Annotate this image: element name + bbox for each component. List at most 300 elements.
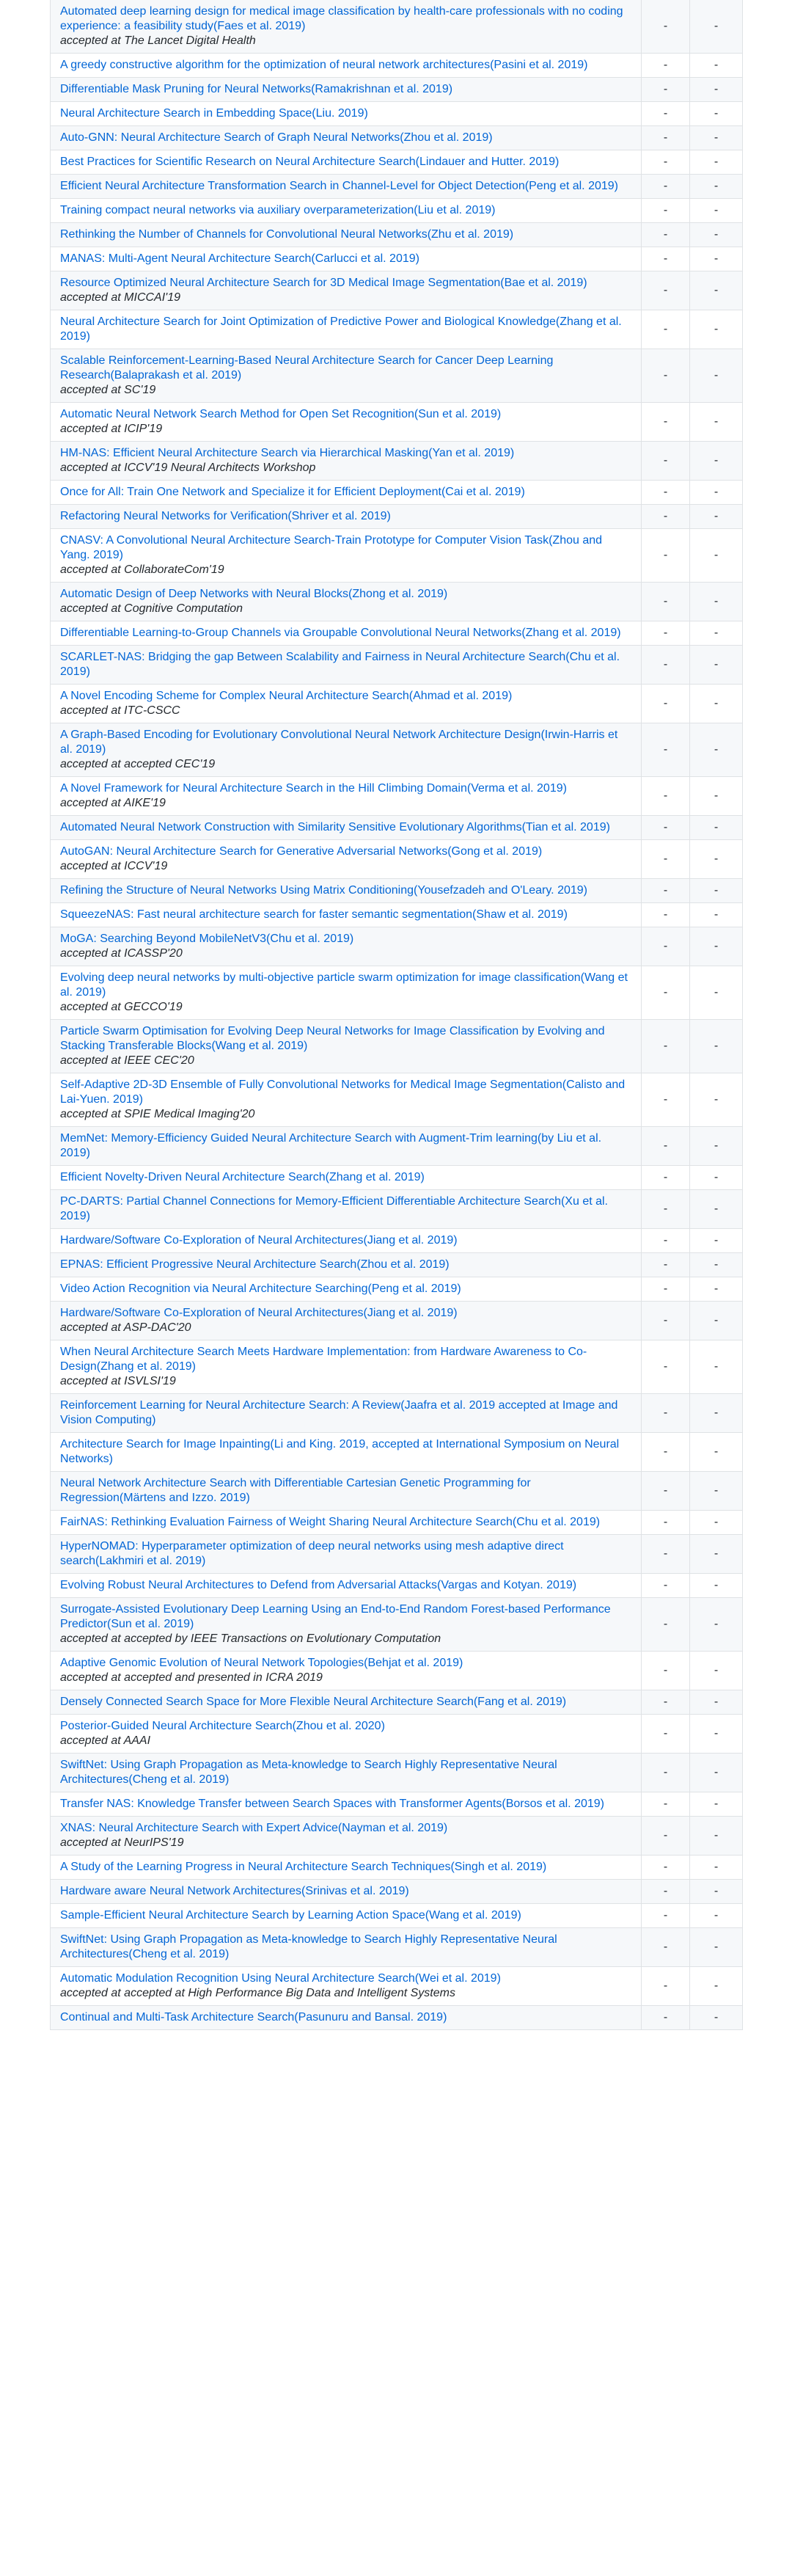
paper-col2-cell: - bbox=[642, 621, 690, 646]
paper-col3-cell: - bbox=[690, 223, 743, 247]
paper-title-cell bbox=[51, 529, 642, 583]
table-row bbox=[51, 1928, 743, 1967]
paper-title-link[interactable]: Refining the Structure of Neural Networks Using Matrix Conditioning(Yousefzadeh and O'Leary. 2019) bbox=[60, 884, 587, 897]
paper-col3-cell: - bbox=[690, 1166, 743, 1190]
paper-col2-cell: - bbox=[642, 927, 690, 966]
paper-title-cell bbox=[51, 879, 642, 903]
paper-title-cell bbox=[51, 1253, 642, 1277]
paper-col2-cell: - bbox=[642, 1277, 690, 1302]
table-row bbox=[51, 1511, 743, 1535]
paper-title-cell bbox=[51, 903, 642, 927]
paper-col2-cell: - bbox=[642, 1967, 690, 2006]
paper-title-cell bbox=[51, 481, 642, 505]
paper-col3-cell: - bbox=[690, 1020, 743, 1073]
table-row bbox=[51, 529, 743, 583]
paper-col3-cell: - bbox=[690, 1792, 743, 1817]
table-row bbox=[51, 1253, 743, 1277]
table-row bbox=[51, 223, 743, 247]
paper-col3-cell: - bbox=[690, 1127, 743, 1166]
table-row bbox=[51, 1433, 743, 1472]
paper-title-link[interactable]: Automatic Design of Deep Networks with Neural Blocks(Zhong et al. 2019) bbox=[60, 588, 448, 600]
table-row bbox=[51, 1856, 743, 1880]
paper-col3-cell: - bbox=[690, 646, 743, 685]
paper-venue-note: accepted at AAAI bbox=[60, 1734, 151, 1747]
paper-title-cell bbox=[51, 1073, 642, 1127]
paper-title-link[interactable]: Self-Adaptive 2D-3D Ensemble of Fully Convolutional Networks for Medical Image Segmentation(Calisto and Lai-Yuen. 2019) bbox=[60, 1079, 626, 1106]
paper-title-link[interactable]: Training compact neural networks via auxiliary overparameterization(Liu et al. 2019) bbox=[60, 204, 496, 216]
table-row bbox=[51, 1792, 743, 1817]
paper-title-link[interactable]: Posterior-Guided Neural Architecture Search(Zhou et al. 2020) bbox=[60, 1720, 385, 1732]
paper-col2-cell: - bbox=[642, 1880, 690, 1904]
paper-title-cell bbox=[51, 505, 642, 529]
paper-venue-note: accepted at ISVLSI'19 bbox=[60, 1375, 176, 1387]
table-row bbox=[51, 1394, 743, 1433]
table-row bbox=[51, 247, 743, 271]
paper-col3-cell: - bbox=[690, 1190, 743, 1229]
paper-venue-note: accepted at accepted at High Performance Big Data and Intelligent Systems bbox=[60, 1987, 455, 1999]
paper-col3-cell: - bbox=[690, 1073, 743, 1127]
paper-venue-note: accepted at SC'19 bbox=[60, 384, 156, 396]
paper-col3-cell: - bbox=[690, 1856, 743, 1880]
table-row bbox=[51, 481, 743, 505]
paper-title-cell bbox=[51, 1340, 642, 1394]
paper-title-link[interactable]: Resource Optimized Neural Architecture Search for 3D Medical Image Segmentation(Bae et al. 2019) bbox=[60, 277, 587, 289]
paper-title-cell bbox=[51, 1690, 642, 1715]
paper-col3-cell: - bbox=[690, 1472, 743, 1511]
table-row bbox=[51, 150, 743, 175]
paper-title-cell bbox=[51, 1511, 642, 1535]
paper-title-link[interactable]: Reinforcement Learning for Neural Architecture Search: A Review(Jaafra et al. 2019 accepted at Image and Vision Computing) bbox=[60, 1399, 618, 1426]
table-row bbox=[51, 310, 743, 349]
paper-title-link[interactable]: Auto-GNN: Neural Architecture Search of Graph Neural Networks(Zhou et al. 2019) bbox=[60, 131, 493, 144]
paper-title-link[interactable]: A Novel Encoding Scheme for Complex Neural Architecture Search(Ahmad et al. 2019) bbox=[60, 690, 513, 702]
paper-col2-cell: - bbox=[642, 78, 690, 102]
paper-title-cell bbox=[51, 1302, 642, 1340]
paper-col2-cell: - bbox=[642, 1472, 690, 1511]
paper-venue-note: accepted at ICASSP'20 bbox=[60, 947, 183, 960]
paper-title-cell bbox=[51, 621, 642, 646]
paper-col3-cell: - bbox=[690, 1690, 743, 1715]
paper-col2-cell: - bbox=[642, 175, 690, 199]
paper-col3-cell: - bbox=[690, 505, 743, 529]
paper-col3-cell: - bbox=[690, 777, 743, 816]
paper-title-cell bbox=[51, 1715, 642, 1754]
paper-col2-cell: - bbox=[642, 310, 690, 349]
table-row bbox=[51, 1715, 743, 1754]
paper-title-cell bbox=[51, 0, 642, 54]
table-row bbox=[51, 0, 743, 54]
paper-title-link[interactable]: Once for All: Train One Network and Specialize it for Efficient Deployment(Cai et al. 2019) bbox=[60, 486, 525, 498]
paper-col3-cell: - bbox=[690, 529, 743, 583]
paper-title-link[interactable]: PC-DARTS: Partial Channel Connections for Memory-Efficient Differentiable Architecture Search(Xu et al. 2019) bbox=[60, 1195, 608, 1222]
table-row bbox=[51, 102, 743, 126]
table-row bbox=[51, 126, 743, 150]
paper-col2-cell: - bbox=[642, 1574, 690, 1598]
paper-title-link[interactable]: A Novel Framework for Neural Architecture Search in the Hill Climbing Domain(Verma et al. 2019) bbox=[60, 782, 567, 795]
paper-venue-note: accepted at NeurIPS'19 bbox=[60, 1836, 184, 1849]
paper-col2-cell: - bbox=[642, 1792, 690, 1817]
paper-col3-cell: - bbox=[690, 102, 743, 126]
paper-col3-cell: - bbox=[690, 1394, 743, 1433]
paper-title-cell bbox=[51, 1229, 642, 1253]
table-row bbox=[51, 2006, 743, 2030]
paper-col2-cell: - bbox=[642, 816, 690, 840]
paper-title-cell bbox=[51, 310, 642, 349]
paper-col2-cell: - bbox=[642, 1253, 690, 1277]
paper-title-link[interactable]: Transfer NAS: Knowledge Transfer between Search Spaces with Transformer Agents(Borsos et al. 2019) bbox=[60, 1798, 604, 1810]
paper-title-cell bbox=[51, 723, 642, 777]
paper-venue-note: accepted at The Lancet Digital Health bbox=[60, 34, 256, 47]
paper-title-cell bbox=[51, 442, 642, 481]
paper-venue-note: accepted at CollaborateCom'19 bbox=[60, 563, 224, 576]
paper-col3-cell: - bbox=[690, 150, 743, 175]
paper-col2-cell: - bbox=[642, 1511, 690, 1535]
paper-title-link[interactable]: Differentiable Mask Pruning for Neural Networks(Ramakrishnan et al. 2019) bbox=[60, 83, 453, 95]
table-row bbox=[51, 816, 743, 840]
paper-title-cell bbox=[51, 223, 642, 247]
table-row bbox=[51, 1574, 743, 1598]
paper-title-cell bbox=[51, 685, 642, 723]
paper-title-cell bbox=[51, 840, 642, 879]
paper-title-cell bbox=[51, 1190, 642, 1229]
paper-title-cell bbox=[51, 1967, 642, 2006]
paper-col3-cell: - bbox=[690, 403, 743, 442]
paper-col3-cell: - bbox=[690, 1880, 743, 1904]
paper-title-link[interactable]: Differentiable Learning-to-Group Channels via Groupable Convolutional Neural Networks(Zhang et al. 2019) bbox=[60, 627, 621, 639]
paper-venue-note: accepted at accepted by IEEE Transactions on Evolutionary Computation bbox=[60, 1632, 441, 1645]
paper-col3-cell: - bbox=[690, 927, 743, 966]
paper-col3-cell: - bbox=[690, 840, 743, 879]
paper-col3-cell: - bbox=[690, 199, 743, 223]
paper-col3-cell: - bbox=[690, 126, 743, 150]
paper-col2-cell: - bbox=[642, 583, 690, 621]
paper-title-link[interactable]: Hardware aware Neural Network Architectures(Srinivas et al. 2019) bbox=[60, 1885, 409, 1897]
table-row bbox=[51, 621, 743, 646]
paper-col3-cell: - bbox=[690, 1229, 743, 1253]
table-row bbox=[51, 723, 743, 777]
paper-title-link[interactable]: SwiftNet: Using Graph Propagation as Meta-knowledge to Search Highly Representative Neural Architectures(Cheng et al. 2019) bbox=[60, 1759, 557, 1786]
paper-title-link[interactable]: Automatic Modulation Recognition Using Neural Architecture Search(Wei et al. 2019) bbox=[60, 1972, 501, 1985]
table-row bbox=[51, 78, 743, 102]
paper-title-cell bbox=[51, 1472, 642, 1511]
table-row bbox=[51, 1652, 743, 1690]
paper-col3-cell: - bbox=[690, 78, 743, 102]
paper-col3-cell: - bbox=[690, 1754, 743, 1792]
paper-title-link[interactable]: Video Action Recognition via Neural Architecture Searching(Peng et al. 2019) bbox=[60, 1282, 461, 1295]
paper-title-cell bbox=[51, 1166, 642, 1190]
paper-venue-note: accepted at GECCO'19 bbox=[60, 1001, 183, 1013]
table-row bbox=[51, 583, 743, 621]
paper-title-cell bbox=[51, 78, 642, 102]
paper-venue-note: accepted at ICCV'19 bbox=[60, 860, 168, 872]
paper-col2-cell: - bbox=[642, 2006, 690, 2030]
paper-col2-cell: - bbox=[642, 403, 690, 442]
paper-venue-note: accepted at ITC-CSCC bbox=[60, 704, 180, 717]
paper-venue-note: accepted at Cognitive Computation bbox=[60, 602, 243, 615]
paper-title-link[interactable]: Surrogate-Assisted Evolutionary Deep Learning Using an End-to-End Random Forest-based Performance Predictor(Sun et al. 2019) bbox=[60, 1603, 611, 1630]
paper-col2-cell: - bbox=[642, 879, 690, 903]
table-row bbox=[51, 1302, 743, 1340]
paper-col3-cell: - bbox=[690, 2006, 743, 2030]
paper-title-link[interactable]: CNASV: A Convolutional Neural Architecture Search-Train Prototype for Computer Vision Task(Zhou and Yang. 2019) bbox=[60, 534, 603, 561]
paper-title-link[interactable]: AutoGAN: Neural Architecture Search for Generative Adversarial Networks(Gong et al. 2019) bbox=[60, 845, 543, 858]
paper-venue-note: accepted at MICCAI'19 bbox=[60, 291, 181, 304]
paper-title-cell bbox=[51, 583, 642, 621]
paper-title-link[interactable]: HyperNOMAD: Hyperparameter optimization of deep neural networks using mesh adaptive direct search(Lakhmiri et al. 2019) bbox=[60, 1540, 564, 1567]
table-row bbox=[51, 1277, 743, 1302]
paper-title-cell bbox=[51, 1598, 642, 1652]
paper-col2-cell: - bbox=[642, 840, 690, 879]
paper-title-cell bbox=[51, 349, 642, 403]
paper-col3-cell: - bbox=[690, 54, 743, 78]
paper-title-link[interactable]: Evolving deep neural networks by multi-objective particle swarm optimization for image classification(Wang et al. 2019) bbox=[60, 971, 628, 999]
paper-title-cell bbox=[51, 1020, 642, 1073]
paper-col2-cell: - bbox=[642, 1754, 690, 1792]
paper-col2-cell: - bbox=[642, 1433, 690, 1472]
paper-col3-cell: - bbox=[690, 247, 743, 271]
table-row bbox=[51, 442, 743, 481]
paper-title-link[interactable]: Scalable Reinforcement-Learning-Based Neural Architecture Search for Cancer Deep Learning Research(Balaprakash et al. 2019) bbox=[60, 354, 554, 382]
papers-table bbox=[50, 0, 743, 2030]
paper-title-link[interactable]: Efficient Novelty-Driven Neural Architecture Search(Zhang et al. 2019) bbox=[60, 1171, 425, 1183]
paper-title-link[interactable]: When Neural Architecture Search Meets Hardware Implementation: from Hardware Awareness to Co-Design(Zhang et al. 2019) bbox=[60, 1346, 587, 1373]
paper-col3-cell: - bbox=[690, 583, 743, 621]
paper-col2-cell: - bbox=[642, 1073, 690, 1127]
paper-venue-note: accepted at ASP-DAC'20 bbox=[60, 1321, 191, 1334]
paper-col3-cell: - bbox=[690, 0, 743, 54]
table-row bbox=[51, 175, 743, 199]
paper-title-link[interactable]: Particle Swarm Optimisation for Evolving Deep Neural Networks for Image Classification by Evolving and Stacking Transferable Blocks(Wang et al. 2019) bbox=[60, 1025, 605, 1052]
paper-col2-cell: - bbox=[642, 1340, 690, 1394]
paper-col2-cell: - bbox=[642, 1598, 690, 1652]
paper-col3-cell: - bbox=[690, 271, 743, 310]
paper-col2-cell: - bbox=[642, 54, 690, 78]
table-row bbox=[51, 879, 743, 903]
paper-col3-cell: - bbox=[690, 723, 743, 777]
paper-title-link[interactable]: Neural Network Architecture Search with Differentiable Cartesian Genetic Programming for Regression(Märtens and Izzo. 2019) bbox=[60, 1477, 531, 1504]
paper-col3-cell: - bbox=[690, 1904, 743, 1928]
paper-title-cell bbox=[51, 102, 642, 126]
paper-title-link[interactable]: Automated Neural Network Construction with Similarity Sensitive Evolutionary Algorithms(Tian et al. 2019) bbox=[60, 821, 610, 833]
table-row bbox=[51, 1535, 743, 1574]
paper-col2-cell: - bbox=[642, 1166, 690, 1190]
paper-col3-cell: - bbox=[690, 1535, 743, 1574]
table-row bbox=[51, 903, 743, 927]
paper-title-cell bbox=[51, 1928, 642, 1967]
paper-col2-cell: - bbox=[642, 1856, 690, 1880]
paper-title-link[interactable]: Automatic Neural Network Search Method for Open Set Recognition(Sun et al. 2019) bbox=[60, 408, 502, 420]
paper-col2-cell: - bbox=[642, 442, 690, 481]
paper-venue-note: accepted at SPIE Medical Imaging'20 bbox=[60, 1108, 255, 1120]
paper-title-cell bbox=[51, 1792, 642, 1817]
paper-col2-cell: - bbox=[642, 1904, 690, 1928]
paper-title-cell bbox=[51, 1652, 642, 1690]
paper-col2-cell: - bbox=[642, 685, 690, 723]
paper-title-cell bbox=[51, 54, 642, 78]
paper-col3-cell: - bbox=[690, 879, 743, 903]
paper-col2-cell: - bbox=[642, 247, 690, 271]
paper-col2-cell: - bbox=[642, 481, 690, 505]
table-row bbox=[51, 1817, 743, 1856]
paper-col2-cell: - bbox=[642, 646, 690, 685]
paper-title-link[interactable]: A Study of the Learning Progress in Neural Architecture Search Techniques(Singh et al. 2019) bbox=[60, 1861, 547, 1873]
paper-col2-cell: - bbox=[642, 349, 690, 403]
paper-title-cell bbox=[51, 966, 642, 1020]
paper-col2-cell: - bbox=[642, 1652, 690, 1690]
table-row bbox=[51, 927, 743, 966]
paper-title-link[interactable]: HM-NAS: Efficient Neural Architecture Search via Hierarchical Masking(Yan et al. 2019) bbox=[60, 447, 515, 459]
paper-col2-cell: - bbox=[642, 1817, 690, 1856]
paper-title-link[interactable]: Best Practices for Scientific Research on Neural Architecture Search(Lindauer and Hutter. 2019) bbox=[60, 156, 560, 168]
paper-title-link[interactable]: Architecture Search for Image Inpainting(Li and King. 2019, accepted at International Symposium on Neural Networks) bbox=[60, 1438, 620, 1465]
paper-title-link[interactable]: MemNet: Memory-Efficiency Guided Neural Architecture Search with Augment-Trim learning(by Liu et al. 2019) bbox=[60, 1132, 602, 1159]
paper-title-cell bbox=[51, 1394, 642, 1433]
paper-title-link[interactable]: Sample-Efficient Neural Architecture Search by Learning Action Space(Wang et al. 2019) bbox=[60, 1909, 521, 1922]
paper-col2-cell: - bbox=[642, 1394, 690, 1433]
paper-col3-cell: - bbox=[690, 1928, 743, 1967]
paper-title-link[interactable]: Hardware/Software Co-Exploration of Neural Architectures(Jiang et al. 2019) bbox=[60, 1307, 458, 1319]
paper-col2-cell: - bbox=[642, 1535, 690, 1574]
paper-col2-cell: - bbox=[642, 0, 690, 54]
paper-title-link[interactable]: Densely Connected Search Space for More Flexible Neural Architecture Search(Fang et al. 2019) bbox=[60, 1696, 567, 1708]
table-row bbox=[51, 646, 743, 685]
paper-title-link[interactable]: Hardware/Software Co-Exploration of Neural Architectures(Jiang et al. 2019) bbox=[60, 1234, 458, 1247]
table-row bbox=[51, 271, 743, 310]
paper-col2-cell: - bbox=[642, 150, 690, 175]
paper-col3-cell: - bbox=[690, 1715, 743, 1754]
paper-title-cell bbox=[51, 777, 642, 816]
paper-venue-note: accepted at ICCV'19 Neural Architects Workshop bbox=[60, 461, 316, 474]
paper-title-cell bbox=[51, 199, 642, 223]
table-row bbox=[51, 1190, 743, 1229]
table-row bbox=[51, 966, 743, 1020]
paper-col2-cell: - bbox=[642, 1190, 690, 1229]
paper-title-link[interactable]: Automated deep learning design for medical image classification by health-care professionals with no coding experience: a feasibility study(Faes et al. 2019) bbox=[60, 5, 623, 32]
paper-title-link[interactable]: MANAS: Multi-Agent Neural Architecture Search(Carlucci et al. 2019) bbox=[60, 252, 419, 265]
paper-col2-cell: - bbox=[642, 126, 690, 150]
paper-col2-cell: - bbox=[642, 102, 690, 126]
paper-title-link[interactable]: MoGA: Searching Beyond MobileNetV3(Chu et al. 2019) bbox=[60, 933, 354, 945]
paper-col2-cell: - bbox=[642, 199, 690, 223]
table-row bbox=[51, 1020, 743, 1073]
paper-col3-cell: - bbox=[690, 1967, 743, 2006]
paper-title-cell bbox=[51, 646, 642, 685]
paper-title-link[interactable]: Neural Architecture Search in Embedding Space(Liu. 2019) bbox=[60, 107, 368, 120]
paper-col2-cell: - bbox=[642, 529, 690, 583]
paper-title-cell bbox=[51, 1127, 642, 1166]
table-row bbox=[51, 199, 743, 223]
paper-title-cell bbox=[51, 1817, 642, 1856]
paper-col2-cell: - bbox=[642, 1020, 690, 1073]
paper-col3-cell: - bbox=[690, 1340, 743, 1394]
paper-col2-cell: - bbox=[642, 505, 690, 529]
paper-col3-cell: - bbox=[690, 175, 743, 199]
table-row bbox=[51, 1967, 743, 2006]
paper-title-cell bbox=[51, 2006, 642, 2030]
paper-col3-cell: - bbox=[690, 1817, 743, 1856]
paper-col3-cell: - bbox=[690, 1511, 743, 1535]
paper-venue-note: accepted at AIKE'19 bbox=[60, 797, 166, 809]
paper-col3-cell: - bbox=[690, 1574, 743, 1598]
paper-title-cell bbox=[51, 247, 642, 271]
paper-col2-cell: - bbox=[642, 1690, 690, 1715]
paper-title-cell bbox=[51, 1535, 642, 1574]
paper-title-cell bbox=[51, 175, 642, 199]
table-row bbox=[51, 1472, 743, 1511]
paper-title-link[interactable]: A greedy constructive algorithm for the optimization of neural network architectures(Pasini et al. 2019) bbox=[60, 59, 588, 71]
table-row bbox=[51, 1166, 743, 1190]
paper-venue-note: accepted at ICIP'19 bbox=[60, 423, 163, 435]
paper-col3-cell: - bbox=[690, 685, 743, 723]
paper-title-cell bbox=[51, 126, 642, 150]
paper-title-link[interactable]: Continual and Multi-Task Architecture Search(Pasunuru and Bansal. 2019) bbox=[60, 2011, 447, 2024]
table-row bbox=[51, 685, 743, 723]
paper-col3-cell: - bbox=[690, 481, 743, 505]
paper-col2-cell: - bbox=[642, 223, 690, 247]
paper-venue-note: accepted at IEEE CEC'20 bbox=[60, 1054, 194, 1067]
table-row bbox=[51, 1127, 743, 1166]
paper-title-link[interactable]: Rethinking the Number of Channels for Convolutional Neural Networks(Zhu et al. 2019) bbox=[60, 228, 514, 241]
papers-table-body bbox=[51, 0, 743, 2030]
paper-col2-cell: - bbox=[642, 1229, 690, 1253]
paper-title-cell bbox=[51, 271, 642, 310]
table-row bbox=[51, 1598, 743, 1652]
table-row bbox=[51, 1754, 743, 1792]
paper-col3-cell: - bbox=[690, 1652, 743, 1690]
paper-title-cell bbox=[51, 1904, 642, 1928]
paper-title-link[interactable]: Efficient Neural Architecture Transformation Search in Channel-Level for Object Detection(Peng et al. 2019) bbox=[60, 180, 618, 192]
paper-title-link[interactable]: Adaptive Genomic Evolution of Neural Network Topologies(Behjat et al. 2019) bbox=[60, 1657, 463, 1669]
table-row bbox=[51, 1880, 743, 1904]
paper-col3-cell: - bbox=[690, 1277, 743, 1302]
table-row bbox=[51, 1073, 743, 1127]
paper-col3-cell: - bbox=[690, 903, 743, 927]
paper-title-cell bbox=[51, 1433, 642, 1472]
paper-title-cell bbox=[51, 1277, 642, 1302]
paper-title-cell bbox=[51, 1574, 642, 1598]
paper-col3-cell: - bbox=[690, 1433, 743, 1472]
table-row bbox=[51, 1340, 743, 1394]
paper-title-link[interactable]: A Graph-Based Encoding for Evolutionary Convolutional Neural Network Architecture Design(Irwin-Harris et al. 2019) bbox=[60, 729, 618, 756]
paper-title-link[interactable]: XNAS: Neural Architecture Search with Expert Advice(Nayman et al. 2019) bbox=[60, 1822, 448, 1834]
paper-title-link[interactable]: FairNAS: Rethinking Evaluation Fairness of Weight Sharing Neural Architecture Search(Chu et al. 2019) bbox=[60, 1516, 601, 1528]
paper-title-cell bbox=[51, 150, 642, 175]
paper-title-link[interactable]: SwiftNet: Using Graph Propagation as Meta-knowledge to Search Highly Representative Neural Architectures(Cheng et al. 2019) bbox=[60, 1933, 557, 1960]
paper-title-link[interactable]: Neural Architecture Search for Joint Optimization of Predictive Power and Biological Knowledge(Zhang et al. 2019) bbox=[60, 315, 622, 343]
paper-title-cell bbox=[51, 403, 642, 442]
paper-col3-cell: - bbox=[690, 1253, 743, 1277]
paper-title-cell bbox=[51, 1880, 642, 1904]
table-row bbox=[51, 1904, 743, 1928]
table-row bbox=[51, 777, 743, 816]
paper-title-link[interactable]: Evolving Robust Neural Architectures to Defend from Adversarial Attacks(Vargas and Kotyan. 2019) bbox=[60, 1579, 577, 1591]
paper-col2-cell: - bbox=[642, 1127, 690, 1166]
paper-title-link[interactable]: SCARLET-NAS: Bridging the gap Between Scalability and Fairness in Neural Architecture Search(Chu et al. 2019) bbox=[60, 651, 620, 678]
paper-title-link[interactable]: Refactoring Neural Networks for Verification(Shriver et al. 2019) bbox=[60, 510, 391, 522]
table-row bbox=[51, 1229, 743, 1253]
paper-col2-cell: - bbox=[642, 1302, 690, 1340]
paper-title-cell bbox=[51, 816, 642, 840]
table-row bbox=[51, 505, 743, 529]
paper-title-link[interactable]: SqueezeNAS: Fast neural architecture search for faster semantic segmentation(Shaw et al. 2019) bbox=[60, 908, 568, 921]
paper-venue-note: accepted at accepted and presented in ICRA 2019 bbox=[60, 1671, 323, 1684]
table-row bbox=[51, 1690, 743, 1715]
paper-col3-cell: - bbox=[690, 621, 743, 646]
paper-col2-cell: - bbox=[642, 903, 690, 927]
paper-title-link[interactable]: EPNAS: Efficient Progressive Neural Architecture Search(Zhou et al. 2019) bbox=[60, 1258, 450, 1271]
paper-col2-cell: - bbox=[642, 1928, 690, 1967]
paper-title-cell bbox=[51, 1856, 642, 1880]
